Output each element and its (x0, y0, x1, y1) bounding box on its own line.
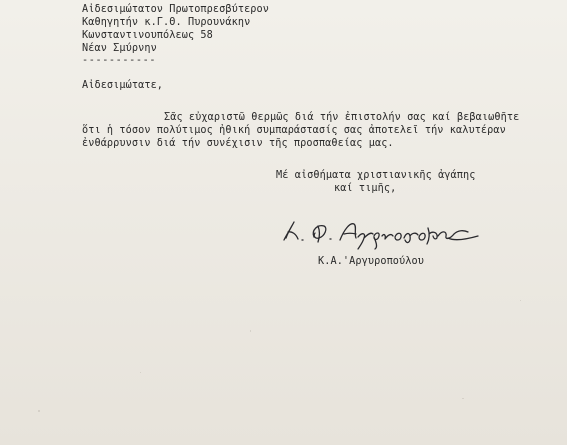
recipient-line-3: Κωνσταντινουπόλεως 58 (82, 30, 213, 41)
paper-speck (140, 372, 141, 373)
body-line-3: ἐνθάρρυνσιν διά τήν συνέχισιν τῆς προσπαθείας μας. (82, 138, 394, 149)
paper-speck (520, 300, 521, 301)
closing-line-2: καί τιμῆς, (334, 183, 397, 194)
address-separator: ----------- (82, 55, 157, 66)
salutation: Αἰδεσιμώτατε, (82, 80, 164, 91)
paper-speck (38, 410, 40, 412)
recipient-line-2: Καθηγητήν κ.Γ.Θ. Πυρουνάκην (82, 17, 251, 28)
paper-speck (250, 330, 251, 332)
recipient-line-1: Αἰδεσιμώτατον Πρωτοπρεσβύτερον (82, 4, 270, 15)
closing-line-1: Μέ αἰσθήματα χριστιανικῆς ἀγάπης (276, 170, 476, 181)
handwritten-signature (278, 216, 484, 250)
recipient-line-4: Νέαν Σμύρνην (82, 43, 157, 54)
paper-speck (462, 398, 464, 399)
body-line-1: Σᾶς εὐχαριστῶ θερμῶς διά τήν ἐπιστολήν σας καί βεβαιωθῆτε (164, 112, 520, 123)
signature-drawing (278, 216, 484, 250)
body-line-2: ὅτι ἡ τόσον πολύτιμος ἠθική συμπαράστασίς σας ἀποτελεῖ τήν καλυτέραν (82, 125, 506, 136)
sender-name: Κ.Α.'Αργυροπούλου (318, 256, 424, 267)
